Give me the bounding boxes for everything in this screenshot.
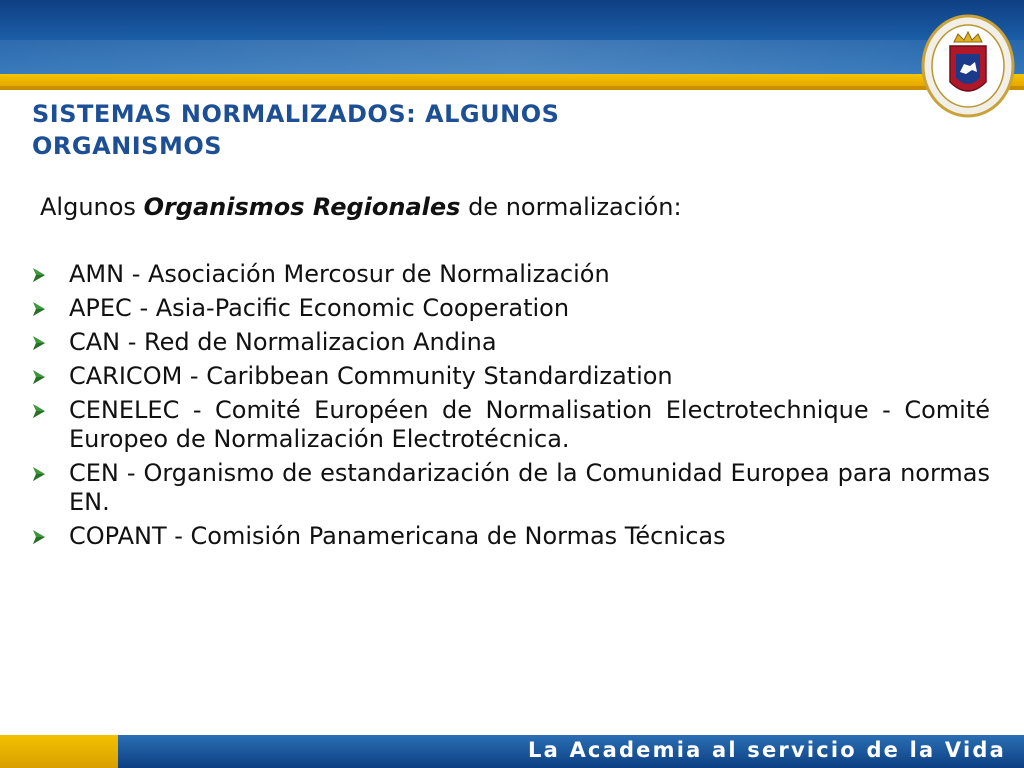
slide-title: SISTEMAS NORMALIZADOS: ALGUNOS ORGANISMOS	[32, 100, 560, 160]
intro-suffix: de normalización:	[460, 193, 682, 221]
list-item-text: COPANT - Comisión Panamericana de Normas Técnicas	[69, 522, 726, 550]
list-item	[30, 260, 990, 289]
arrow-bullet-icon	[32, 267, 46, 283]
list-item	[30, 294, 990, 323]
list-item-text: CAN - Red de Normalizacion Andina	[69, 328, 497, 356]
footer-gold-block	[0, 735, 118, 768]
arrow-bullet-icon	[32, 335, 46, 351]
intro-prefix: Algunos	[40, 193, 144, 221]
list-item	[30, 459, 990, 517]
university-seal-logo	[920, 12, 1016, 120]
list-item	[30, 522, 990, 551]
list-item	[30, 328, 990, 357]
list-item	[30, 362, 990, 391]
list-item-text: CEN - Organismo de estandarización de la Comunidad Europea para normas EN.	[69, 459, 990, 516]
intro-emphasis: Organismos Regionales	[143, 193, 461, 221]
intro-text	[40, 193, 682, 221]
list-item-text: APEC - Asia-Pacific Economic Cooperation	[69, 294, 570, 322]
arrow-bullet-icon	[32, 369, 46, 385]
arrow-bullet-icon	[32, 466, 46, 482]
arrow-bullet-icon	[32, 301, 46, 317]
arrow-bullet-icon	[32, 403, 46, 419]
list-item-text: CARICOM - Caribbean Community Standardization	[69, 362, 673, 390]
list-item	[30, 396, 990, 454]
list-item-text: AMN - Asociación Mercosur de Normalización	[69, 260, 610, 288]
list-item-text: CENELEC - Comité Européen de Normalisation Electrotechnique - Comité Europeo de Normalización Electrotécnica.	[69, 396, 990, 453]
header-gold-stripe	[0, 74, 1024, 86]
arrow-bullet-icon	[32, 529, 46, 545]
footer-slogan: La Academia al servicio de la Vida	[528, 738, 1006, 762]
header-gold-edge	[0, 86, 1024, 90]
organisms-list	[30, 260, 990, 556]
